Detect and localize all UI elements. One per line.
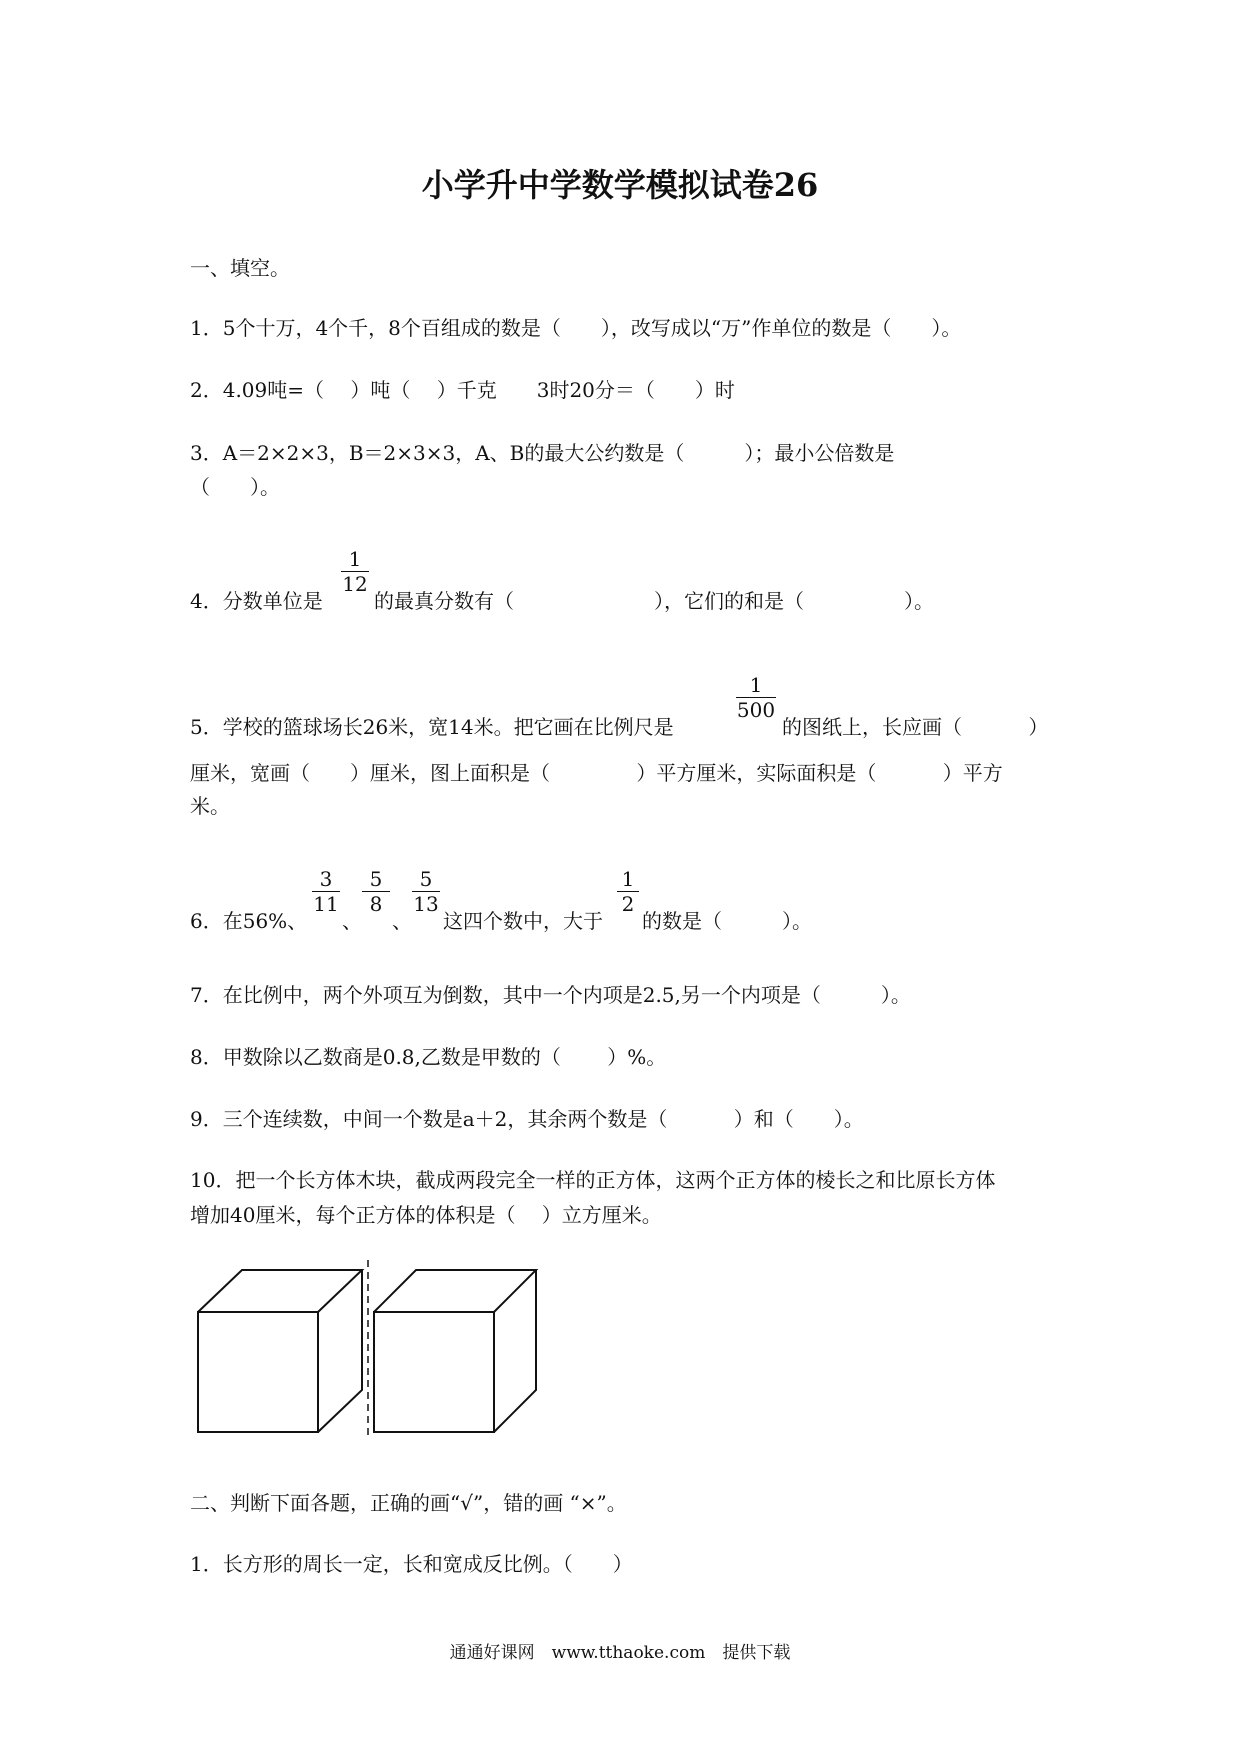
question-10-line-1: 10．把一个长方体木块，截成两段完全一样的正方体，这两个正方体的棱长之和比原长方体 — [190, 1168, 996, 1192]
question-5-after: 的图纸上，长应画（ ） — [782, 715, 1049, 739]
fraction-denominator: 500 — [736, 698, 776, 722]
fraction-denominator: 13 — [413, 892, 439, 916]
question-6-fraction-2 — [362, 868, 390, 915]
section-2-question-1: 1．长方形的周长一定，长和宽成反比例。（ ） — [190, 1552, 633, 1576]
fraction-denominator: 11 — [313, 892, 339, 916]
question-9: 9．三个连续数，中间一个数是a＋2，其余两个数是（ ）和（ ）。 — [190, 1107, 864, 1131]
left-cube-top — [198, 1270, 362, 1312]
question-4-before: 4．分数单位是 — [190, 589, 323, 613]
question-3-line-1: 3．A＝2×2×3，B＝2×3×3，A、B的最大公约数是（ ）；最小公倍数是 — [190, 441, 895, 465]
fraction-numerator: 1 — [749, 673, 763, 697]
fraction-numerator: 5 — [369, 867, 383, 891]
question-10-line-2: 增加40厘米，每个正方体的体积是（ ）立方厘米。 — [190, 1203, 662, 1227]
question-4-fraction — [341, 548, 369, 595]
fraction-numerator: 1 — [348, 547, 362, 571]
question-5-fraction — [736, 674, 776, 721]
fraction-numerator: 5 — [419, 867, 433, 891]
page-title: 小学升中学数学模拟试卷26 — [421, 166, 819, 204]
fraction-denominator: 2 — [621, 892, 635, 916]
section-2-heading: 二、判断下面各题，正确的画“√”，错的画 “×”。 — [190, 1491, 627, 1515]
two-cubes-figure — [190, 1258, 550, 1438]
right-cube-front — [374, 1312, 494, 1432]
question-4-after: 的最真分数有（ ），它们的和是（ ）。 — [374, 589, 934, 613]
question-1: 1．5个十万，4个千，8个百组成的数是（ ），改写成以“万”作单位的数是（ ）。 — [190, 316, 962, 340]
question-6-middle: 这四个数中，大于 — [443, 909, 603, 933]
left-cube-front — [198, 1312, 318, 1432]
question-6-fraction-1 — [312, 868, 340, 915]
right-cube-side — [494, 1270, 536, 1432]
question-6-sep-2: 、 — [392, 909, 412, 933]
left-cube-side — [318, 1270, 362, 1432]
question-6-fraction-3 — [412, 868, 440, 915]
question-6-before: 6．在56%、 — [190, 909, 308, 933]
question-6-sep-1: 、 — [342, 909, 362, 933]
question-5-line-2: 厘米，宽画（ ）厘米，图上面积是（ ）平方厘米，实际面积是（ ）平方 — [190, 761, 1003, 785]
fraction-denominator: 8 — [369, 892, 383, 916]
question-6-after: 的数是（ ）。 — [642, 909, 812, 933]
question-5-line-3: 米。 — [190, 794, 230, 818]
question-5-before: 5．学校的篮球场长26米，宽14米。把它画在比例尺是 — [190, 715, 674, 739]
section-1-heading: 一、填空。 — [190, 256, 290, 280]
question-2: 2．4.09吨=（ ）吨（ ）千克 3时20分＝（ ）时 — [190, 378, 735, 402]
right-cube-top — [374, 1270, 536, 1312]
question-6-fraction-4 — [617, 868, 639, 915]
fraction-denominator: 12 — [342, 572, 368, 596]
fraction-numerator: 3 — [319, 867, 333, 891]
question-8: 8．甲数除以乙数商是0.8,乙数是甲数的（ ）%。 — [190, 1045, 667, 1069]
question-3-line-2: （ ）。 — [190, 475, 280, 499]
fraction-numerator: 1 — [621, 867, 635, 891]
footer-credit: 通通好课网 www.tthaoke.com 提供下载 — [449, 1643, 791, 1663]
question-7: 7．在比例中，两个外项互为倒数，其中一个内项是2.5,另一个内项是（ ）。 — [190, 983, 911, 1007]
